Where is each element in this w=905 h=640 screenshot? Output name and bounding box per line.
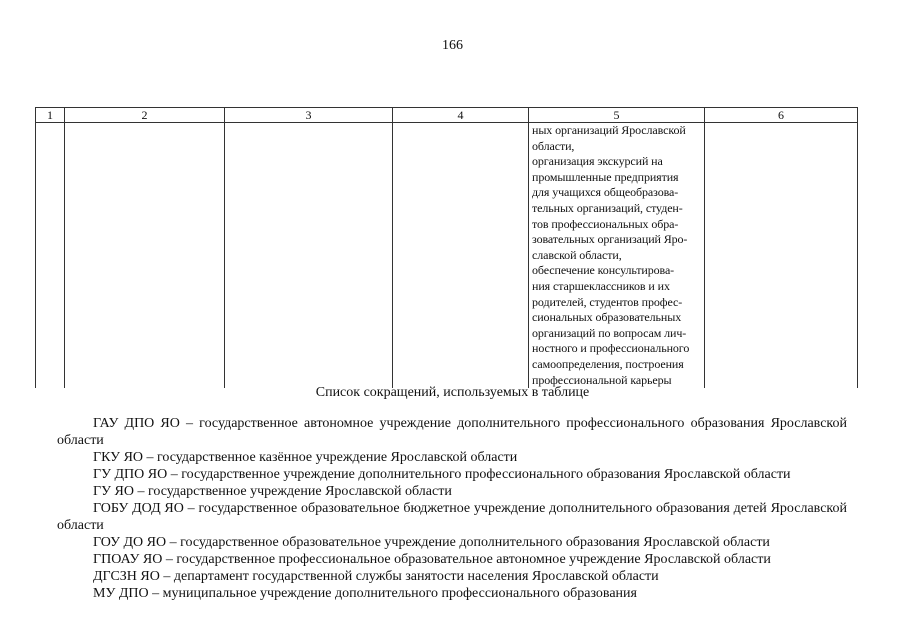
text-line: славской области, [532, 247, 622, 262]
col-header-4: 4 [393, 108, 529, 123]
cell-col-1 [36, 123, 65, 389]
text-line: промышленные предприятия [532, 169, 679, 184]
col-header-5: 5 [529, 108, 705, 123]
text-line: зовательных организаций Яро- [532, 232, 688, 247]
col-header-3: 3 [225, 108, 393, 123]
text-line: сиональных образовательных [532, 310, 682, 325]
abbreviation-item: МУ ДПО – муниципальное учреждение дополнительного профессионального образования [93, 586, 637, 601]
abbreviation-item: ГОБУ ДОД ЯО – государственное образовательное бюджетное учреждение дополнительного образования детей Ярославской области [57, 501, 847, 533]
abbreviation-item: ГУ ЯО – государственное учреждение Ярославской области [93, 484, 452, 499]
cell-col-3 [225, 123, 393, 389]
text-line: тельных организаций, студен- [532, 200, 683, 215]
text-line: ния старшеклассников и их [532, 278, 670, 293]
continuation-table [35, 107, 858, 388]
abbreviation-item: ГПОАУ ЯО – государственное профессиональное образовательное автономное учреждение Ярославской области [93, 552, 771, 567]
text-line: обеспечение консультирова- [532, 263, 675, 278]
col-header-2: 2 [65, 108, 225, 123]
abbreviation-item: ГАУ ДПО ЯО – государственное автономное учреждение дополнительного профессионального образования Ярославской области [57, 416, 847, 448]
abbreviation-item: ГУ ДПО ЯО – государственное учреждение дополнительного профессионального образования Ярославской области [93, 467, 791, 482]
text-line: организаций по вопросам лич- [532, 325, 687, 340]
col-5-text [529, 123, 704, 388]
text-line: ных организаций Ярославской [532, 123, 686, 137]
col-header-6: 6 [705, 108, 858, 123]
abbreviations-title: Список сокращений, используемых в таблице [315, 385, 590, 400]
cell-col-2 [65, 123, 225, 389]
abbreviations-list [57, 415, 847, 602]
table-row [36, 123, 858, 389]
abbreviation-item: ГОУ ДО ЯО – государственное образовательное учреждение дополнительного образования Ярославской области [93, 535, 770, 550]
abbreviation-item: ГКУ ЯО – государственное казённое учреждение Ярославской области [93, 450, 518, 465]
col-header-1: 1 [36, 108, 65, 123]
table-header-row [36, 108, 858, 123]
page-number: 166 [442, 38, 463, 53]
text-line: организация экскурсий на [532, 154, 663, 169]
text-line: для учащихся общеобразова- [532, 185, 679, 200]
abbreviation-item: ДГСЗН ЯО – департамент государственной службы занятости населения Ярославской области [93, 569, 659, 584]
text-line: ностного и профессионального [532, 341, 690, 356]
cell-col-4 [393, 123, 529, 389]
text-line: профессиональной карьеры [532, 372, 672, 387]
document-table [35, 107, 857, 387]
text-line: области, [532, 138, 575, 153]
text-line: тов профессиональных обра- [532, 216, 679, 231]
text-line: родителей, студентов профес- [532, 294, 683, 309]
cell-col-5 [529, 123, 705, 389]
cell-col-6 [705, 123, 858, 389]
text-line: самоопределения, построения [532, 356, 684, 371]
